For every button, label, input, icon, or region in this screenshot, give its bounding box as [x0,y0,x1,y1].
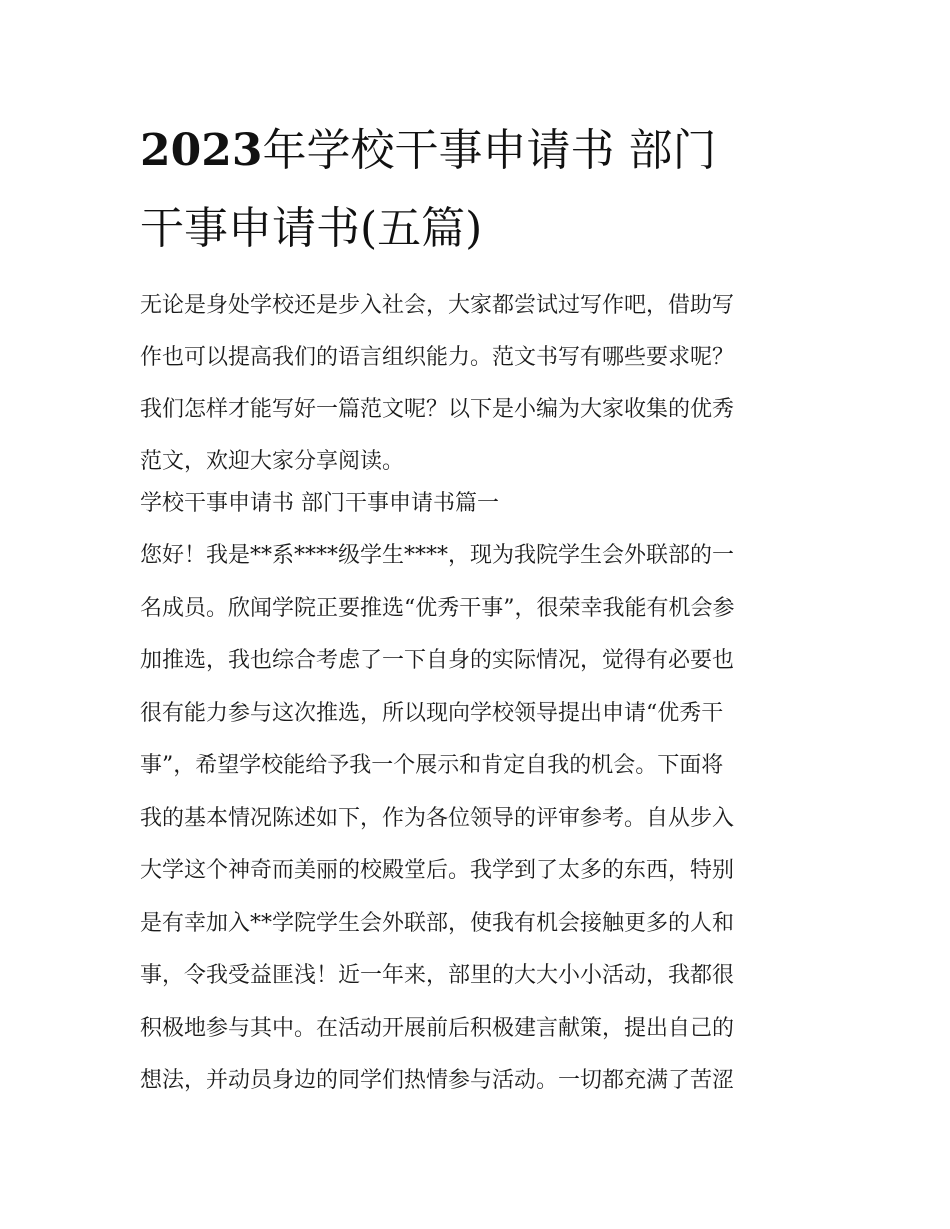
body-line: 事，令我受益匪浅！近一年来，部里的大大小小活动，我都很 [140,963,735,988]
body-line: 您好！我是**系****级学生****，现为我院学生会外联部的一 [140,543,735,568]
title-line-1-text: 年学校干事申请书 部门 [262,125,717,176]
intro-line: 无论是身处学校还是步入社会，大家都尝试过写作吧，借助写 [140,293,735,318]
body-line: 事”，希望学校能给予我一个展示和肯定自我的机会。下面将 [140,753,724,778]
body-line: 我的基本情况陈述如下，作为各位领导的评审参考。自从步入 [140,805,735,831]
body-line: 名成员。欣闻学院正要推选“优秀干事”，很荣幸我能有机会参 [140,595,735,621]
body-line: 积极地参与其中。在活动开展前后积极建言献策，提出自己的 [140,1015,735,1041]
intro-line: 范文，欢迎大家分享阅读。 [140,449,405,474]
body-line: 大学这个神奇而美丽的校殿堂后。我学到了太多的东西，特别 [140,858,735,883]
body-line: 很有能力参与这次推选，所以现向学校领导提出申请“优秀干 [140,700,724,726]
body-paragraph [140,530,812,1108]
title-line-1 [140,112,820,190]
document-title [140,112,820,268]
intro-line: 我们怎样才能写好一篇范文呢？以下是小编为大家收集的优秀 [140,397,735,422]
intro-paragraph [140,280,812,488]
title-line-2: 干事申请书(五篇) [140,203,483,254]
body-line: 想法，并动员身边的同学们热情参与活动。一切都充满了苦涩 [140,1068,735,1093]
intro-line: 作也可以提高我们的语言组织能力。范文书写有哪些要求呢？ [140,345,735,370]
title-year: 2023 [140,125,263,176]
section-heading: 学校干事申请书 部门干事申请书篇一 [140,491,499,516]
body-line: 加推选，我也综合考虑了一下自身的实际情况，觉得有必要也 [140,648,735,673]
body-line: 是有幸加入**学院学生会外联部，使我有机会接触更多的人和 [140,910,735,936]
